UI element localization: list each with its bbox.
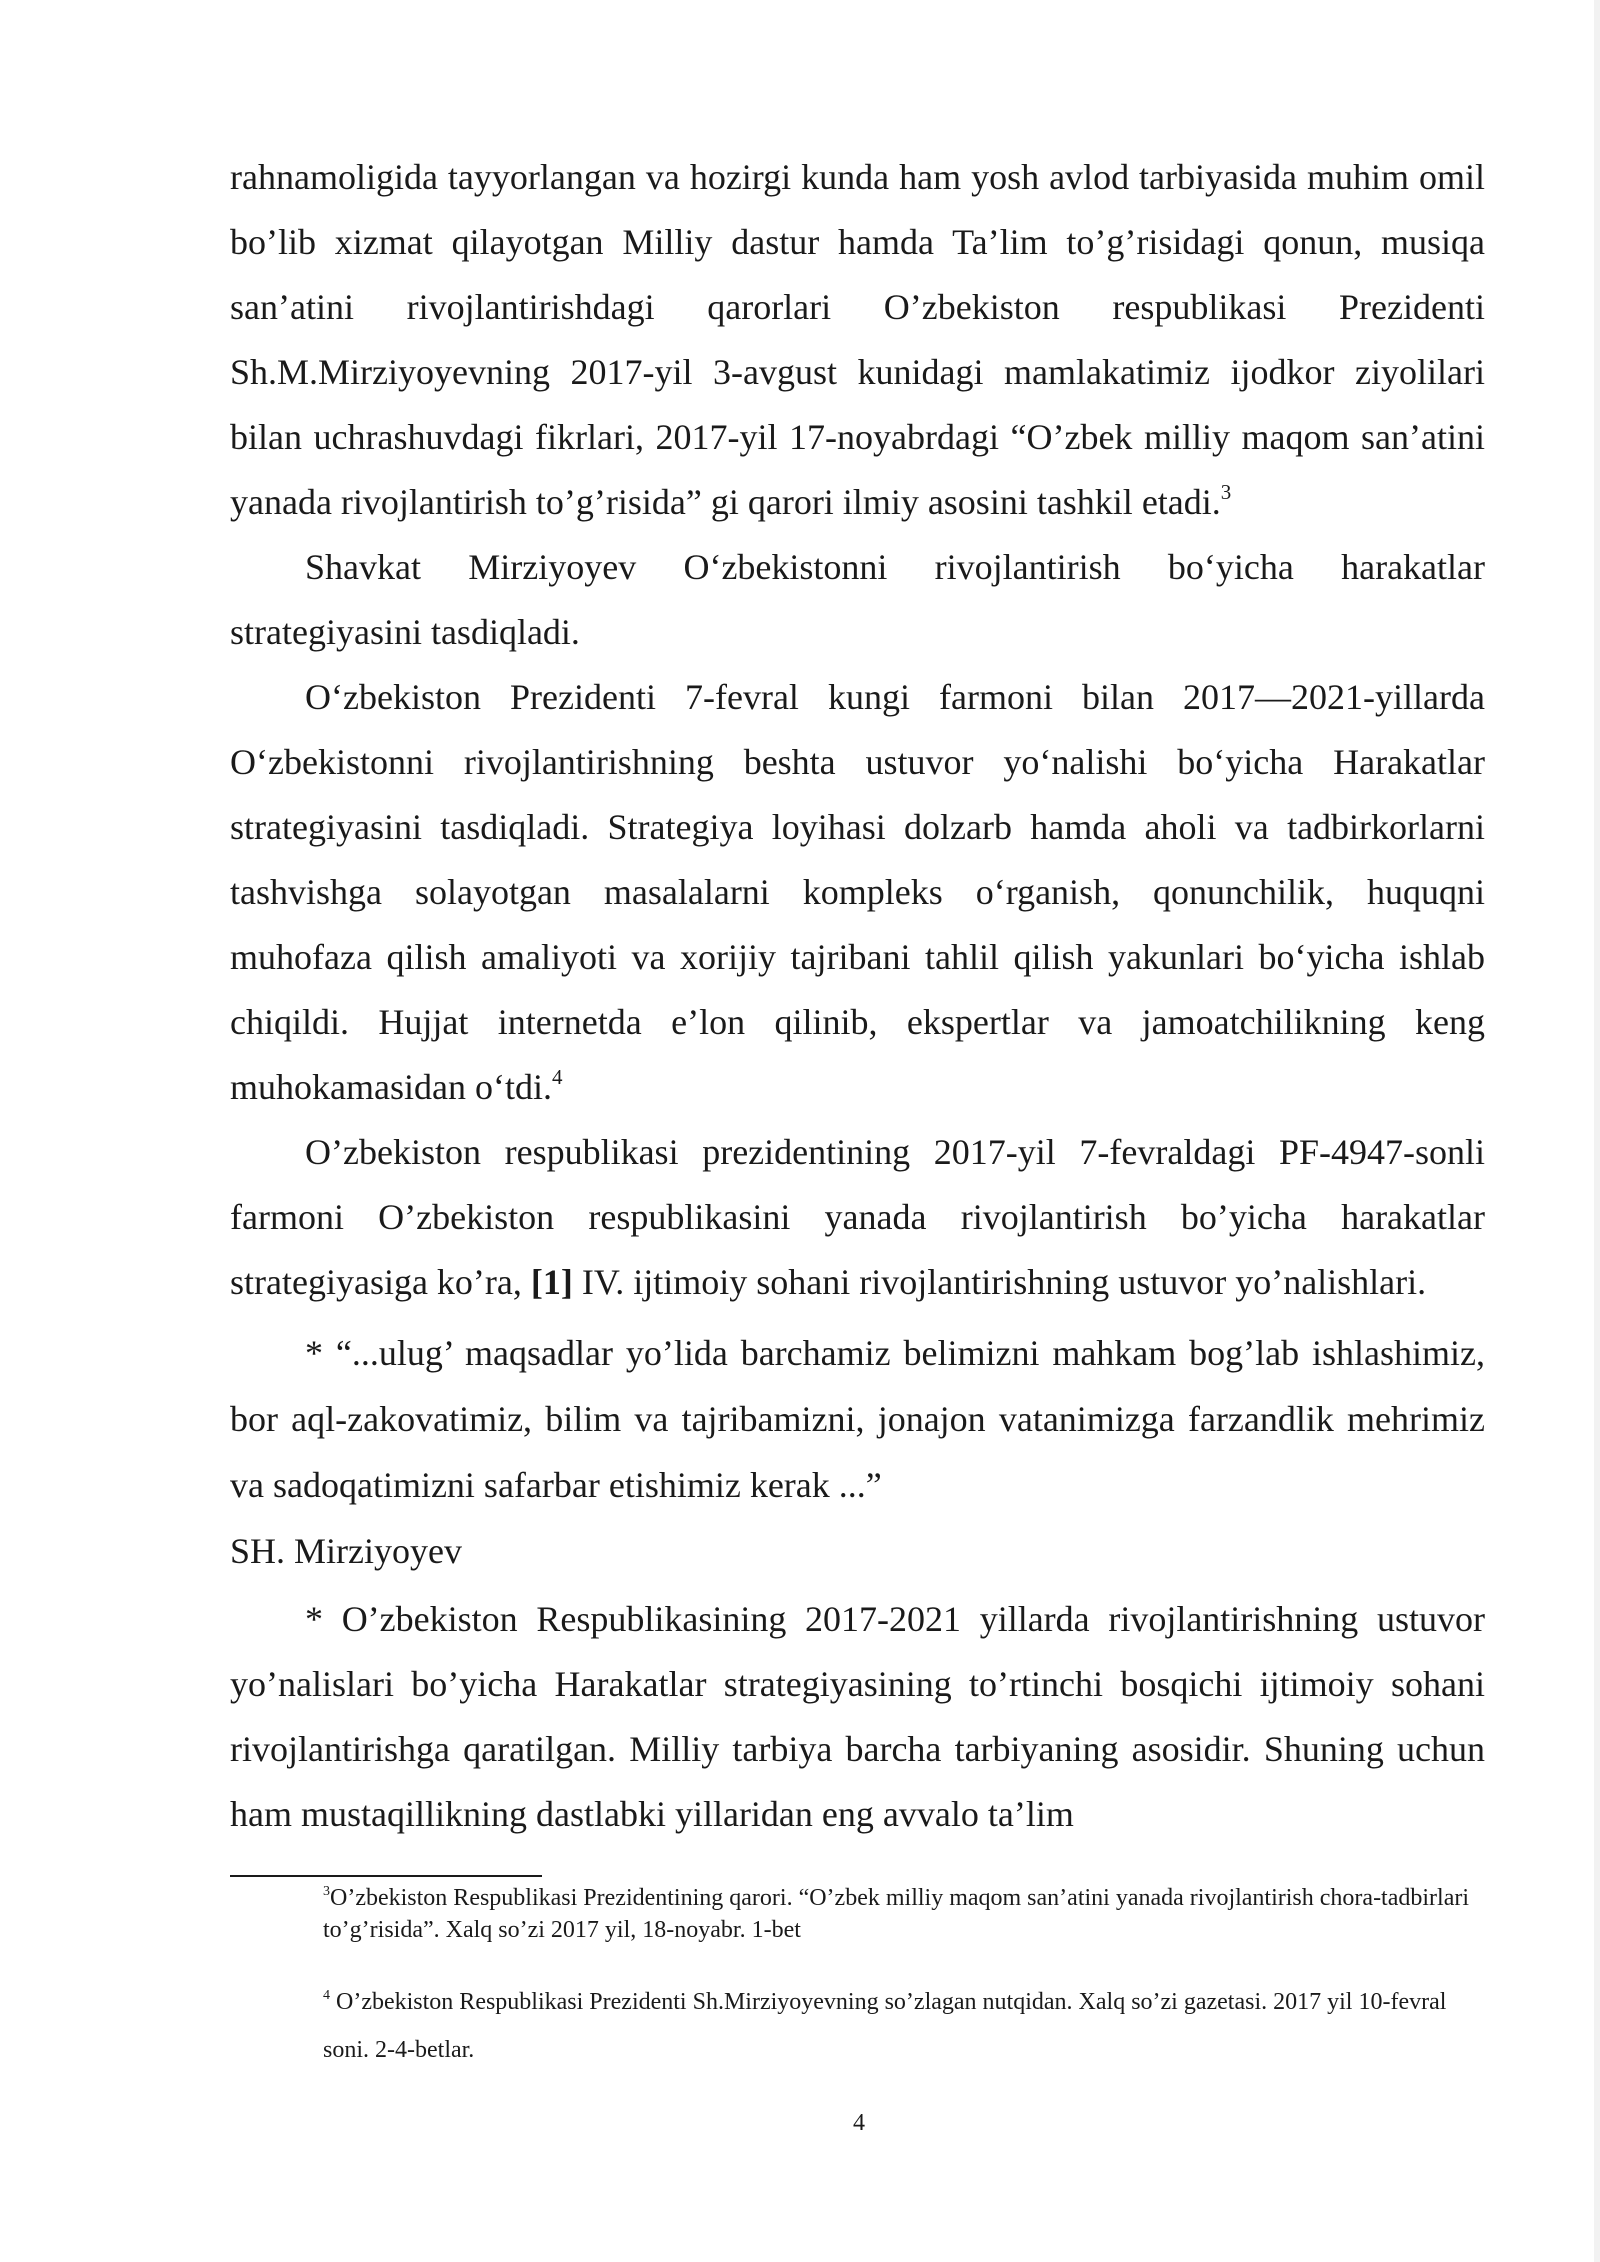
- paragraph-3: [230, 665, 1485, 1120]
- footnote-3-text: O’zbekiston Respublikasi Prezidentining qarori. “O’zbek milliy maqom san’atini yanada rivojlantirish chora-tadbirlari to’g’risida”. Xalq so’zi 2017 yil, 18-noyabr. 1-bet: [323, 1885, 1470, 1943]
- quote-body: * “...ulug’ maqsadlar yo’lida barchamiz belimizni mahkam bog’lab ishlashimiz, bor aql-zakovatimiz, bilim va tajribamizni, jonajon vatanimizga farzandlik mehrimiz va sadoqatimizni safarbar etishimiz kerak ...”: [230, 1333, 1485, 1505]
- paragraph-6: [230, 1587, 1485, 1847]
- footnotes-section: [323, 1882, 1488, 2074]
- citation-ref-1[interactable]: [1]: [530, 1262, 573, 1302]
- footnote-separator: [230, 1875, 542, 1877]
- footnote-4-text: O’zbekiston Respublikasi Prezidenti Sh.Mirziyoyevning so’zlagan nutqidan. Xalq so’zi gazetasi. 2017 yil 10-fevral soni. 2-4-betlar.: [323, 1989, 1447, 2063]
- footnote-3: [323, 1882, 1488, 1946]
- paragraph-1: [230, 145, 1485, 535]
- paragraph-3-text: O‘zbekiston Prezidenti 7-fevral kungi farmoni bilan 2017—2021-yillarda O‘zbekistonni rivojlantirishning beshta ustuvor yo‘nalishi bo‘yicha Harakatlar strategiyasini tasdiqladi. Strategiya loyihasi dolzarb hamda aholi va tadbirkorlarni tashvishga solayotgan masalalarni kompleks o‘rganish, qonunchilik, huquqni muhofaza qilish amaliyoti va xorijiy tajribani tahlil qilish yakunlari bo‘yicha ishlab chiqildi. Hujjat internetda e’lon qilinib, ekspertlar va jamoatchilikning keng muhokamasidan o‘tdi.: [230, 677, 1485, 1107]
- paragraph-1-text: rahnamoligida tayyorlangan va hozirgi kunda ham yosh avlod tarbiyasida muhim omil bo’lib xizmat qilayotgan Milliy dastur hamda Ta’lim to’g’risidagi qonun, musiqa san’atini rivojlantirishdagi qarorlari O’zbekiston respublikasi Prezidenti Sh.M.Mirziyoyevning 2017-yil 3-avgust kunidagi mamlakatimiz ijodkor ziyolilari bilan uchrashuvdagi fikrlari, 2017-yil 17-noyabrdagi “O’zbek milliy maqom san’atini yanada rivojlantirish to’g’risida” gi qarori ilmiy asosini tashkil etadi.: [230, 157, 1485, 522]
- quote-text: [230, 1320, 1485, 1518]
- footnote-4-mark: 4: [323, 1988, 330, 2003]
- paragraph-4-text-before: O’zbekiston respublikasi prezidentining 2017-yil 7-fevraldagi PF-4947-sonli farmoni O’zbekiston respublikasini yanada rivojlantirish bo’yicha harakatlar strategiyasiga ko’ra,: [230, 1132, 1485, 1302]
- footnote-ref-3[interactable]: 3: [1220, 480, 1232, 504]
- document-body: [230, 145, 1485, 1847]
- footnote-ref-4[interactable]: 4: [551, 1065, 563, 1089]
- paragraph-2: [230, 535, 1485, 665]
- paragraph-4: [230, 1120, 1485, 1315]
- paragraph-2-text: Shavkat Mirziyoyev O‘zbekistonni rivojlantirish bo‘yicha harakatlar strategiyasini tasdiqladi.: [230, 547, 1485, 652]
- paragraph-6-text: * O’zbekiston Respublikasining 2017-2021 yillarda rivojlantirishning ustuvor yo’nalislari bo’yicha Harakatlar strategiyasining to’rtinchi bosqichi ijtimoiy sohani rivojlantirishga qaratilgan. Milliy tarbiya barcha tarbiyaning asosidir. Shuning uchun ham mustaqillikning dastlabki yillaridan eng avvalo ta’lim: [230, 1599, 1485, 1834]
- quote-author: [230, 1518, 1485, 1584]
- footnote-4: [323, 1978, 1488, 2074]
- page-number: 4: [853, 2110, 865, 2136]
- quote-block: [230, 1320, 1485, 1584]
- paragraph-4-text-after: IV. ijtimoiy sohani rivojlantirishning ustuvor yo’nalishlari.: [572, 1262, 1427, 1302]
- quote-author-name: SH. Mirziyoyev: [230, 1531, 462, 1571]
- page-edge-shadow: [1594, 0, 1600, 2262]
- footnote-3-mark: 3: [323, 1884, 330, 1899]
